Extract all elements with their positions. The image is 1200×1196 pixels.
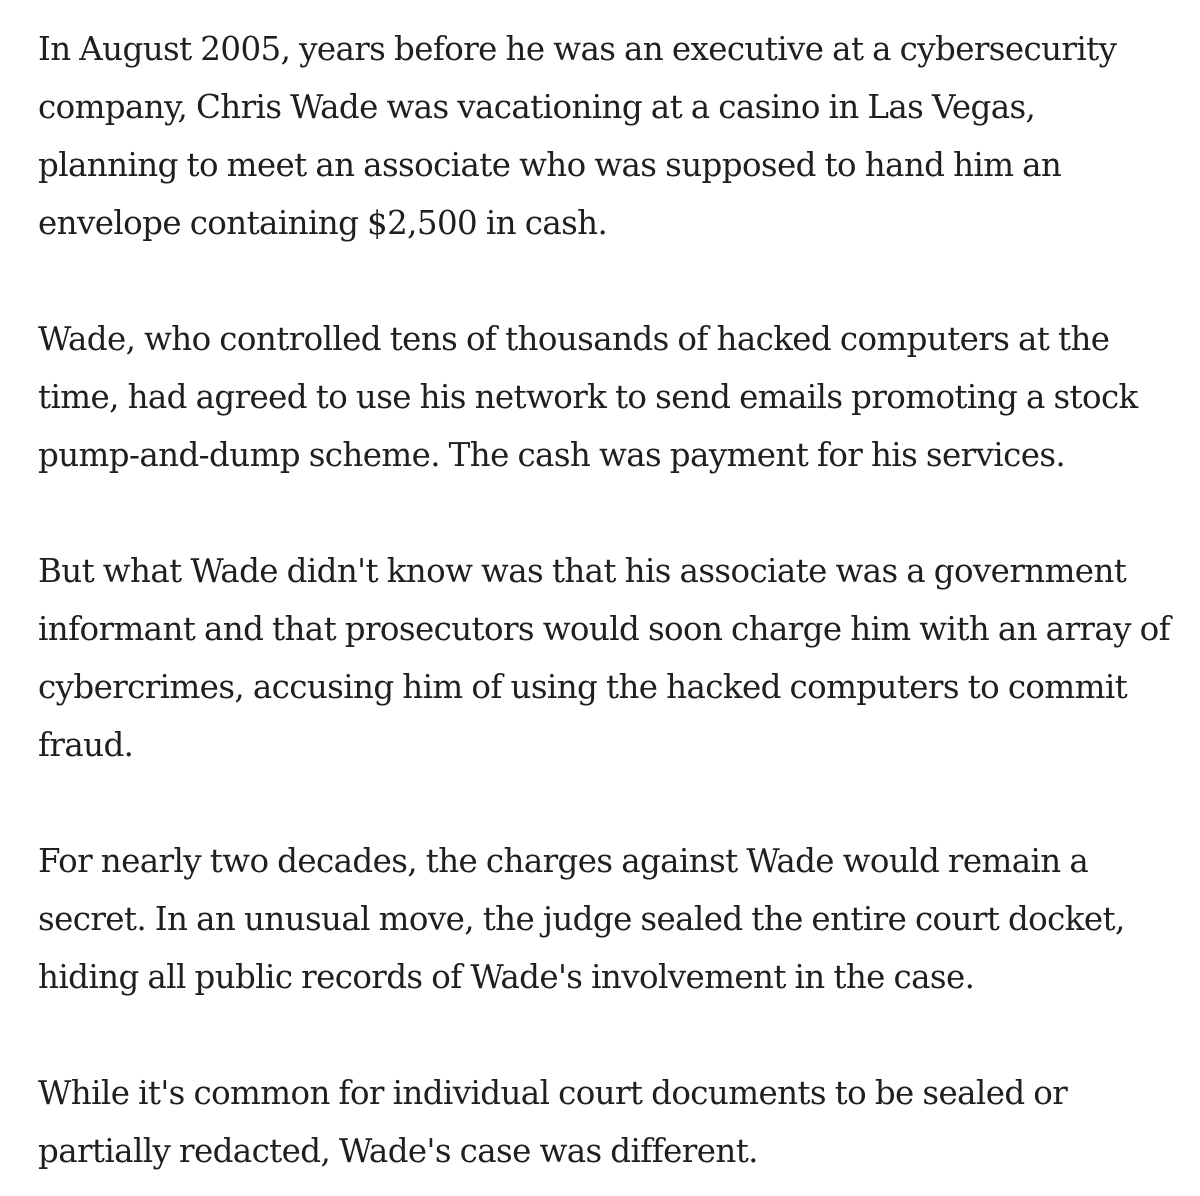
paragraph-3: But what Wade didn't know was that his associate was a government informant and that prosecutors would soon charge him with an array of cybercrimes, accusing him of using the hacked computers to commit fraud.	[38, 552, 1170, 764]
article-body	[38, 20, 1178, 1180]
paragraph-5: While it's common for individual court documents to be sealed or partially redacted, Wade's case was different.	[38, 1074, 1068, 1170]
paragraph-2: Wade, who controlled tens of thousands of hacked computers at the time, had agreed to use his network to send emails promoting a stock pump-and-dump scheme. The cash was payment for his services.	[38, 320, 1138, 474]
paragraph-1: In August 2005, years before he was an executive at a cybersecurity company, Chris Wade was vacationing at a casino in Las Vegas, planning to meet an associate who was supposed to hand him an envelope containing $2,500 in cash.	[38, 30, 1117, 242]
paragraph-4: For nearly two decades, the charges against Wade would remain a secret. In an unusual move, the judge sealed the entire court docket, hiding all public records of Wade's involvement in the case.	[38, 842, 1125, 996]
